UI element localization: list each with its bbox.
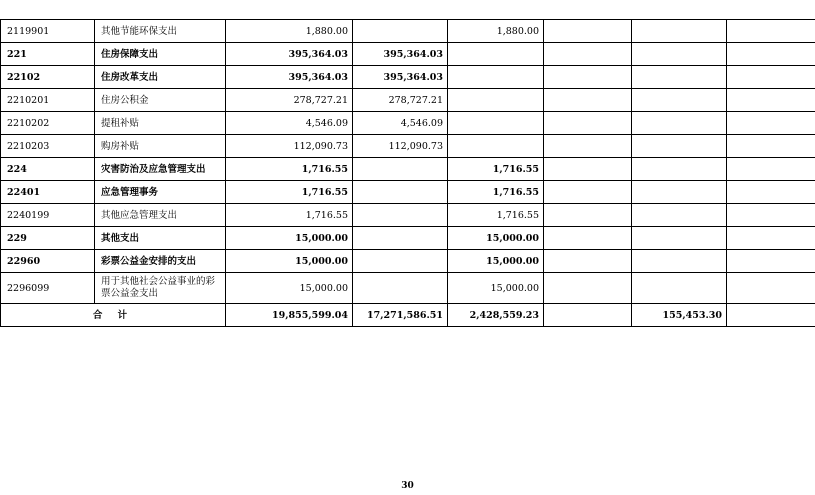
amount-cell-3: 1,716.55	[448, 181, 544, 204]
amount-cell-5	[632, 227, 727, 250]
amount-cell-4	[544, 158, 632, 181]
amount-cell-5	[632, 112, 727, 135]
amount-cell-1: 15,000.00	[226, 227, 353, 250]
amount-cell-6	[727, 158, 815, 181]
amount-cell-6	[727, 181, 815, 204]
amount-cell-5	[632, 20, 727, 43]
total-cell-1: 19,855,599.04	[226, 304, 353, 327]
expenditure-table	[0, 19, 815, 327]
table-row	[1, 112, 815, 135]
table-row	[1, 181, 815, 204]
amount-cell-2: 4,546.09	[353, 112, 448, 135]
amount-cell-2	[353, 204, 448, 227]
amount-cell-3: 15,000.00	[448, 273, 544, 304]
account-code-cell: 22401	[1, 181, 95, 204]
amount-cell-6	[727, 43, 815, 66]
amount-cell-6	[727, 20, 815, 43]
account-code-cell: 22102	[1, 66, 95, 89]
total-cell-5: 155,453.30	[632, 304, 727, 327]
table-row	[1, 250, 815, 273]
amount-cell-2	[353, 273, 448, 304]
amount-cell-5	[632, 204, 727, 227]
amount-cell-6	[727, 250, 815, 273]
account-name-cell: 购房补贴	[95, 135, 226, 158]
amount-cell-3: 1,716.55	[448, 158, 544, 181]
amount-cell-3	[448, 66, 544, 89]
account-name-cell: 住房保障支出	[95, 43, 226, 66]
amount-cell-6	[727, 89, 815, 112]
amount-cell-6	[727, 204, 815, 227]
account-code-cell: 22960	[1, 250, 95, 273]
amount-cell-1: 278,727.21	[226, 89, 353, 112]
amount-cell-2	[353, 250, 448, 273]
amount-cell-5	[632, 158, 727, 181]
total-cell-3: 2,428,559.23	[448, 304, 544, 327]
account-name-cell: 用于其他社会公益事业的彩票公益金支出	[95, 273, 226, 304]
account-name-cell: 住房公积金	[95, 89, 226, 112]
table-row	[1, 227, 815, 250]
amount-cell-4	[544, 181, 632, 204]
amount-cell-5	[632, 135, 727, 158]
account-code-cell: 2210201	[1, 89, 95, 112]
table-row	[1, 89, 815, 112]
account-code-cell: 2240199	[1, 204, 95, 227]
amount-cell-4	[544, 89, 632, 112]
amount-cell-3	[448, 43, 544, 66]
amount-cell-2: 395,364.03	[353, 66, 448, 89]
amount-cell-3: 1,880.00	[448, 20, 544, 43]
table-body	[1, 20, 815, 304]
account-name-cell: 其他节能环保支出	[95, 20, 226, 43]
amount-cell-4	[544, 204, 632, 227]
amount-cell-6	[727, 273, 815, 304]
amount-cell-4	[544, 20, 632, 43]
amount-cell-4	[544, 135, 632, 158]
amount-cell-6	[727, 135, 815, 158]
amount-cell-3	[448, 135, 544, 158]
amount-cell-2: 112,090.73	[353, 135, 448, 158]
table-row	[1, 43, 815, 66]
amount-cell-3: 15,000.00	[448, 250, 544, 273]
amount-cell-6	[727, 66, 815, 89]
account-name-cell: 灾害防治及应急管理支出	[95, 158, 226, 181]
account-name-cell: 其他应急管理支出	[95, 204, 226, 227]
total-cell-6	[727, 304, 815, 327]
account-code-cell: 2296099	[1, 273, 95, 304]
amount-cell-4	[544, 112, 632, 135]
total-label: 合 计	[1, 304, 226, 327]
amount-cell-6	[727, 112, 815, 135]
amount-cell-2	[353, 20, 448, 43]
amount-cell-1: 395,364.03	[226, 43, 353, 66]
total-cell-4	[544, 304, 632, 327]
amount-cell-2: 395,364.03	[353, 43, 448, 66]
amount-cell-5	[632, 66, 727, 89]
table-row	[1, 273, 815, 304]
total-cell-2: 17,271,586.51	[353, 304, 448, 327]
account-code-cell: 2119901	[1, 20, 95, 43]
amount-cell-6	[727, 227, 815, 250]
amount-cell-4	[544, 250, 632, 273]
account-code-cell: 224	[1, 158, 95, 181]
account-code-cell: 229	[1, 227, 95, 250]
amount-cell-5	[632, 273, 727, 304]
amount-cell-2: 278,727.21	[353, 89, 448, 112]
account-name-cell: 应急管理事务	[95, 181, 226, 204]
amount-cell-4	[544, 66, 632, 89]
amount-cell-4	[544, 273, 632, 304]
table-row	[1, 66, 815, 89]
account-name-cell: 其他支出	[95, 227, 226, 250]
amount-cell-2	[353, 181, 448, 204]
table-row	[1, 158, 815, 181]
amount-cell-5	[632, 43, 727, 66]
account-name-cell: 住房改革支出	[95, 66, 226, 89]
amount-cell-5	[632, 89, 727, 112]
amount-cell-1: 1,716.55	[226, 204, 353, 227]
account-name-cell: 彩票公益金安排的支出	[95, 250, 226, 273]
amount-cell-1: 15,000.00	[226, 273, 353, 304]
account-code-cell: 2210202	[1, 112, 95, 135]
account-code-cell: 2210203	[1, 135, 95, 158]
amount-cell-1: 112,090.73	[226, 135, 353, 158]
amount-cell-1: 395,364.03	[226, 66, 353, 89]
amount-cell-1: 1,880.00	[226, 20, 353, 43]
amount-cell-4	[544, 43, 632, 66]
amount-cell-1: 1,716.55	[226, 181, 353, 204]
amount-cell-3	[448, 112, 544, 135]
amount-cell-3: 15,000.00	[448, 227, 544, 250]
account-code-cell: 221	[1, 43, 95, 66]
table-row	[1, 135, 815, 158]
total-row	[1, 304, 815, 327]
amount-cell-5	[632, 181, 727, 204]
amount-cell-1: 1,716.55	[226, 158, 353, 181]
amount-cell-5	[632, 250, 727, 273]
account-name-cell: 提租补贴	[95, 112, 226, 135]
amount-cell-4	[544, 227, 632, 250]
amount-cell-1: 15,000.00	[226, 250, 353, 273]
amount-cell-3	[448, 89, 544, 112]
table-row	[1, 204, 815, 227]
amount-cell-2	[353, 158, 448, 181]
amount-cell-2	[353, 227, 448, 250]
amount-cell-3: 1,716.55	[448, 204, 544, 227]
table-row	[1, 20, 815, 43]
page-number: 30	[401, 481, 414, 491]
amount-cell-1: 4,546.09	[226, 112, 353, 135]
